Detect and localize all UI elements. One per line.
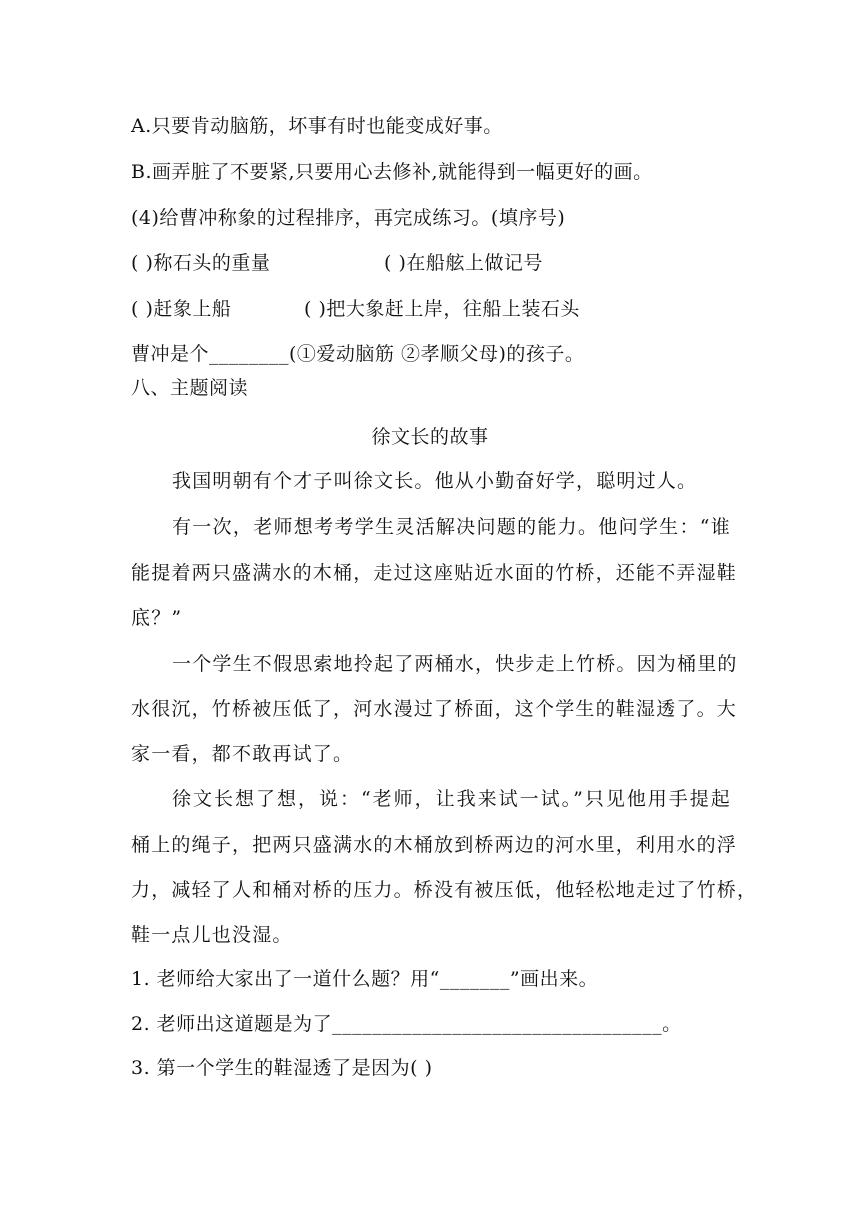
section-heading: 八、主题阅读 [131, 377, 249, 399]
story-paragraph-3-line-2: 水很沉，竹桥被压低了，河水漫过了桥面，这个学生的鞋湿透了。大 [131, 698, 738, 720]
question-4-instruction: (4)给曹冲称象的过程排序，再完成练习。(填序号) [131, 207, 566, 229]
question-1: 1. 老师给大家出了一道什么题？用“_______”画出来。 [131, 968, 599, 990]
order-blank-elephant-boards: ( )赶象上船 [131, 298, 232, 320]
story-paragraph-4-line-3: 力，减轻了人和桶对桥的压力。桥没有被压低，他轻松地走过了竹桥， [131, 879, 758, 901]
order-blank-load-stones: ( )把大象赶上岸，往船上装石头 [304, 298, 580, 320]
question-3: 3. 第一个学生的鞋湿透了是因为( ) [131, 1057, 433, 1079]
order-blank-mark-boat: ( )在船舷上做记号 [384, 252, 543, 274]
story-title: 徐文长的故事 [371, 426, 489, 448]
story-paragraph-4-line-2: 桶上的绳子，把两只盛满水的木桶放到桥两边的河水里，利用水的浮 [131, 834, 738, 856]
question-2: 2. 老师出这道题是为了_________________________________。 [131, 1013, 682, 1035]
story-paragraph-3-line-1: 一个学生不假思索地拎起了两桶水，快步走上竹桥。因为桶里的 [172, 653, 738, 675]
story-paragraph-2-line-2: 能提着两只盛满水的木桶，走过这座贴近水面的竹桥，还能不弄湿鞋 [131, 562, 738, 584]
fill-in-sentence: 曹冲是个________(①爱动脑筋 ②孝顺父母)的孩子。 [131, 343, 585, 365]
story-paragraph-4-line-4: 鞋一点儿也没湿。 [131, 924, 293, 946]
story-paragraph-2-line-3: 底？” [131, 607, 183, 629]
order-blank-weigh-stones: ( )称石头的重量 [131, 252, 271, 274]
story-paragraph-2-line-1: 有一次，老师想考考学生灵活解决问题的能力。他问学生：“谁 [172, 516, 731, 538]
story-paragraph-4-line-1: 徐文长想了想，说：“老师，让我来试一试。”只见他用手提起 [172, 788, 731, 810]
option-a: A.只要肯动脑筋，坏事有时也能变成好事。 [131, 115, 503, 137]
story-paragraph-1: 我国明朝有个才子叫徐文长。他从小勤奋好学，聪明过人。 [172, 470, 698, 492]
story-paragraph-3-line-3: 家一看，都不敢再试了。 [131, 743, 354, 765]
option-b: B.画弄脏了不要紧,只要用心去修补,就能得到一幅更好的画。 [131, 161, 653, 183]
